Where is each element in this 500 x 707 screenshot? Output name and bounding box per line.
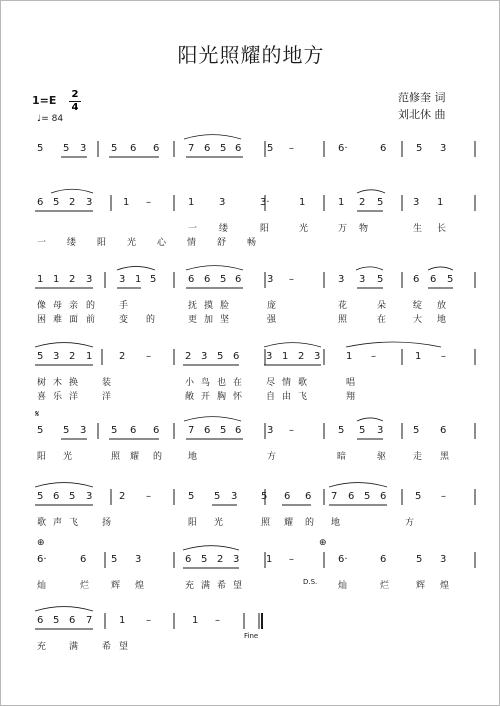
jianpu-note: 6 xyxy=(380,554,387,565)
jianpu-note: 3 xyxy=(201,351,208,362)
tie-slur xyxy=(35,483,93,487)
lyric-char: 畅 xyxy=(247,238,257,248)
tie-slur xyxy=(346,342,441,347)
lyric-char: 的 xyxy=(153,452,163,462)
lyric-char: 洋 xyxy=(102,392,112,402)
tie-slur xyxy=(184,417,241,421)
jianpu-note: 7 xyxy=(188,425,195,436)
jianpu-note: – xyxy=(289,143,294,154)
lyric-char: 黑 xyxy=(440,452,450,462)
lyric-char: 在 xyxy=(377,315,387,325)
lyric-char: 情 xyxy=(282,378,292,388)
jianpu-note: 2 xyxy=(217,554,224,565)
lyric-char: 阳 xyxy=(188,518,198,528)
jianpu-note: – xyxy=(289,554,294,565)
jianpu-note: 5 xyxy=(201,554,208,565)
jianpu-note: 5 xyxy=(37,491,44,502)
jianpu-note: 6· xyxy=(338,554,348,565)
jianpu-note: 5 xyxy=(220,425,227,436)
coda-icon: ⊕ xyxy=(37,538,45,548)
jianpu-note: 1 xyxy=(123,197,130,208)
jianpu-note: 6 xyxy=(37,615,44,626)
jianpu-note: 3 xyxy=(267,274,274,285)
jianpu-note: 6 xyxy=(153,425,160,436)
jianpu-note: 2 xyxy=(359,197,366,208)
jianpu-note: 6 xyxy=(185,554,192,565)
lyric-char: 长 xyxy=(437,224,447,234)
lyric-char: 的 xyxy=(86,301,96,311)
lyric-char: 母 xyxy=(53,301,63,311)
jianpu-note: 2 xyxy=(69,274,76,285)
jianpu-note: 1 xyxy=(282,351,289,362)
lyric-char: 万 xyxy=(338,224,348,234)
jianpu-note: 3 xyxy=(440,143,447,154)
jianpu-note: 6 xyxy=(204,425,211,436)
jianpu-note: 5 xyxy=(416,143,423,154)
jianpu-note: 1 xyxy=(86,351,93,362)
jianpu-note: 6 xyxy=(440,425,447,436)
time-signature-top: 2 xyxy=(71,89,79,100)
ds-mark: D.S. xyxy=(303,578,318,586)
lyric-char: 照 xyxy=(261,518,271,528)
lyric-char: 满 xyxy=(69,642,79,652)
jianpu-note: – xyxy=(146,615,151,626)
lyric-char: 树 xyxy=(37,378,47,388)
page-title: 阳光照耀的地方 xyxy=(177,43,325,67)
jianpu-note: 7 xyxy=(331,491,338,502)
jianpu-note: 5 xyxy=(415,491,422,502)
tie-slur xyxy=(329,483,387,487)
lyric-char: 更 xyxy=(188,315,198,325)
tie-slur xyxy=(356,267,383,270)
lyric-char: 木 xyxy=(53,378,63,388)
jianpu-note: 6 xyxy=(235,143,242,154)
lyric-char: 在 xyxy=(233,378,243,388)
jianpu-note: 1 xyxy=(338,197,345,208)
jianpu-note: 3 xyxy=(231,491,238,502)
lyric-char: 辉 xyxy=(111,581,121,591)
lyric-char: 前 xyxy=(86,315,96,325)
lyric-char: 阳 xyxy=(37,452,47,462)
jianpu-note: 6 xyxy=(233,351,240,362)
lyric-char: 阳 xyxy=(97,238,107,248)
lyric-char: 洋 xyxy=(69,392,79,402)
jianpu-note: 3 xyxy=(267,425,274,436)
jianpu-note: 6 xyxy=(130,425,137,436)
tie-slur xyxy=(186,266,243,270)
jianpu-note: 5 xyxy=(111,143,118,154)
jianpu-note: 5 xyxy=(217,351,224,362)
lyric-char: 花 xyxy=(338,301,348,311)
jianpu-note: 6 xyxy=(413,274,420,285)
lyric-char: 驱 xyxy=(377,452,387,462)
jianpu-note: 6 xyxy=(188,274,195,285)
lyric-char: 灿 xyxy=(338,581,348,591)
lyric-char: 走 xyxy=(413,452,423,462)
lyric-char: 加 xyxy=(204,315,214,325)
lyric-char: 烂 xyxy=(80,581,90,591)
jianpu-note: 6 xyxy=(235,425,242,436)
lyric-char: 翔 xyxy=(346,392,356,402)
lyric-char: 喜 xyxy=(37,392,47,402)
jianpu-note: 6· xyxy=(338,143,348,154)
lyric-char: 耀 xyxy=(284,518,294,528)
lyric-char: 光 xyxy=(299,224,309,234)
lyric-char: 望 xyxy=(119,642,129,652)
lyric-char: 满 xyxy=(201,581,211,591)
lyric-char: 困 xyxy=(37,315,47,325)
jianpu-note: 2 xyxy=(119,491,126,502)
lyric-char: 小 xyxy=(185,378,195,388)
lyric-char: 煌 xyxy=(135,581,145,591)
jianpu-note: 7 xyxy=(86,615,93,626)
lyric-char: 换 xyxy=(69,378,79,388)
jianpu-note: 2 xyxy=(298,351,305,362)
tie-slur xyxy=(428,267,453,270)
jianpu-note: 6 xyxy=(37,197,44,208)
jianpu-note: – xyxy=(289,425,294,436)
jianpu-note: 5 xyxy=(37,351,44,362)
lyric-char: 希 xyxy=(217,581,227,591)
lyric-char: 胸 xyxy=(217,392,227,402)
jianpu-note: 5 xyxy=(150,274,157,285)
fine-mark: Fine xyxy=(244,632,259,640)
jianpu-note: 3 xyxy=(86,274,93,285)
lyric-char: 亲 xyxy=(69,301,79,311)
jianpu-note: 3 xyxy=(338,274,345,285)
lyric-char: 缕 xyxy=(67,238,77,248)
lyric-char: 像 xyxy=(37,301,47,311)
lyric-char: 唱 xyxy=(346,378,356,388)
jianpu-note: 7 xyxy=(188,143,195,154)
tie-slur xyxy=(264,343,321,347)
jianpu-note: 6 xyxy=(380,491,387,502)
lyric-char: 光 xyxy=(63,452,73,462)
jianpu-note: 3 xyxy=(80,425,87,436)
jianpu-note: 1 xyxy=(135,274,142,285)
lyric-char: 物 xyxy=(359,224,369,234)
tie-slur xyxy=(117,266,155,270)
jianpu-note: – xyxy=(441,351,446,362)
jianpu-note: 5 xyxy=(377,274,384,285)
lyric-char: 地 xyxy=(188,452,198,462)
lyric-char: 摸 xyxy=(204,301,214,311)
jianpu-note: 6 xyxy=(204,274,211,285)
jianpu-note: 3 xyxy=(314,351,321,362)
jianpu-note: 6 xyxy=(305,491,312,502)
jianpu-note: 3 xyxy=(266,351,273,362)
lyric-char: 扬 xyxy=(102,518,112,528)
jianpu-note: 3 xyxy=(53,351,60,362)
jianpu-note: – xyxy=(289,274,294,285)
lyric-char: 生 xyxy=(413,224,423,234)
lyric-char: 方 xyxy=(405,518,415,528)
tie-slur xyxy=(184,135,241,139)
jianpu-note: 5 xyxy=(37,425,44,436)
jianpu-note: 3 xyxy=(219,197,226,208)
lyric-char: 自 xyxy=(266,392,276,402)
jianpu-note: 5 xyxy=(111,425,118,436)
lyric-char: 方 xyxy=(267,452,277,462)
jianpu-note: 3 xyxy=(440,554,447,565)
lyric-char: 敞 xyxy=(185,392,195,402)
jianpu-note: 5 xyxy=(53,615,60,626)
tempo-mark: ♩= 84 xyxy=(37,114,64,124)
jianpu-note: 2 xyxy=(119,351,126,362)
jianpu-note: – xyxy=(146,197,151,208)
lyric-char: 地 xyxy=(437,315,447,325)
jianpu-note: 5 xyxy=(69,491,76,502)
jianpu-note: 5 xyxy=(413,425,420,436)
jianpu-note: 6 xyxy=(430,274,437,285)
lyric-char: 飞 xyxy=(69,518,79,528)
jianpu-note: 1 xyxy=(266,554,273,565)
tie-slur xyxy=(183,546,239,550)
jianpu-note: 6 xyxy=(53,491,60,502)
tie-slur xyxy=(35,607,93,611)
jianpu-note: 5 xyxy=(63,143,70,154)
lyric-char: 庞 xyxy=(267,301,277,311)
jianpu-note: – xyxy=(215,615,220,626)
jianpu-note: 3 xyxy=(377,425,384,436)
lyric-char: 照 xyxy=(338,315,348,325)
jianpu-note: 3 xyxy=(413,197,420,208)
jianpu-note: 2 xyxy=(185,351,192,362)
lyric-char: 难 xyxy=(53,315,63,325)
lyric-char: 灿 xyxy=(37,581,47,591)
lyric-char: 乐 xyxy=(53,392,63,402)
lyric-char: 希 xyxy=(102,642,112,652)
lyric-char: 尽 xyxy=(266,378,276,388)
coda-icon: ⊕ xyxy=(319,538,327,548)
jianpu-note: 6 xyxy=(204,143,211,154)
lyric-char: 怀 xyxy=(233,392,243,402)
jianpu-note: 5 xyxy=(338,425,345,436)
lyric-char: 煌 xyxy=(440,581,450,591)
jianpu-note: 5 xyxy=(416,554,423,565)
jianpu-note: – xyxy=(146,491,151,502)
lyric-char: 充 xyxy=(37,642,47,652)
lyric-char: 烂 xyxy=(380,581,390,591)
lyricist-credit: 范修奎 词 xyxy=(398,91,446,104)
lyric-char: 强 xyxy=(267,315,277,325)
lyric-char: 变 xyxy=(119,315,129,325)
tie-slur xyxy=(357,418,383,421)
lyric-char: 一 xyxy=(188,224,198,234)
lyric-char: 耀 xyxy=(130,452,140,462)
jianpu-note: 1 xyxy=(346,351,353,362)
lyric-char: 飞 xyxy=(298,392,308,402)
time-signature-bottom: 4 xyxy=(71,102,79,113)
jianpu-note: 3 xyxy=(80,143,87,154)
lyric-char: 脸 xyxy=(220,301,230,311)
lyric-char: 坚 xyxy=(220,315,230,325)
lyric-char: 朵 xyxy=(377,301,387,311)
lyric-char: 面 xyxy=(69,315,79,325)
jianpu-note: 3· xyxy=(260,197,270,208)
lyric-char: 大 xyxy=(413,315,423,325)
jianpu-note: 6 xyxy=(69,615,76,626)
lyric-char: 放 xyxy=(437,301,447,311)
jianpu-note: 1 xyxy=(37,274,44,285)
jianpu-note: 1 xyxy=(415,351,422,362)
lyric-char: 心 xyxy=(157,238,167,248)
notation-lines xyxy=(1,1,500,707)
jianpu-note: 5 xyxy=(188,491,195,502)
jianpu-note: 1 xyxy=(53,274,60,285)
jianpu-note: 1 xyxy=(299,197,306,208)
jianpu-note: 5 xyxy=(364,491,371,502)
jianpu-note: 3 xyxy=(86,491,93,502)
jianpu-note: 2 xyxy=(69,197,76,208)
lyric-char: 照 xyxy=(111,452,121,462)
lyric-char: 阳 xyxy=(260,224,270,234)
lyric-char: 抚 xyxy=(188,301,198,311)
jianpu-note: 6 xyxy=(130,143,137,154)
lyric-char: 望 xyxy=(233,581,243,591)
jianpu-note: 3 xyxy=(233,554,240,565)
jianpu-note: 5 xyxy=(267,143,274,154)
lyric-char: 鸟 xyxy=(201,378,211,388)
lyric-char: 歌 xyxy=(37,518,47,528)
lyric-char: 辉 xyxy=(416,581,426,591)
jianpu-note: 5 xyxy=(53,197,60,208)
tie-slur xyxy=(35,343,93,347)
jianpu-note: 6· xyxy=(37,554,47,565)
jianpu-note: 6 xyxy=(153,143,160,154)
segno-icon: 𝄋 xyxy=(35,409,40,420)
lyric-char: 开 xyxy=(201,392,211,402)
lyric-char: 缕 xyxy=(219,224,229,234)
jianpu-note: 2 xyxy=(69,351,76,362)
jianpu-note: 5 xyxy=(37,143,44,154)
lyric-char: 一 xyxy=(37,238,47,248)
lyric-char: 歌 xyxy=(298,378,308,388)
tie-slur xyxy=(357,190,385,193)
lyric-char: 声 xyxy=(53,518,63,528)
jianpu-note: 3 xyxy=(119,274,126,285)
composer-credit: 刘北休 曲 xyxy=(398,108,446,121)
jianpu-note: 1 xyxy=(188,197,195,208)
jianpu-note: 5 xyxy=(447,274,454,285)
key-signature: 1=E xyxy=(32,94,57,107)
lyric-char: 充 xyxy=(185,581,195,591)
jianpu-note: 3 xyxy=(135,554,142,565)
lyric-char: 光 xyxy=(127,238,137,248)
jianpu-note: 6 xyxy=(235,274,242,285)
lyric-char: 情 xyxy=(187,238,197,248)
lyric-char: 的 xyxy=(146,315,156,325)
jianpu-note: 5 xyxy=(359,425,366,436)
jianpu-note: – xyxy=(441,491,446,502)
lyric-char: 也 xyxy=(217,378,227,388)
jianpu-note: 1 xyxy=(192,615,199,626)
jianpu-note: 5 xyxy=(111,554,118,565)
jianpu-note: 6 xyxy=(284,491,291,502)
jianpu-note: 5 xyxy=(220,143,227,154)
jianpu-note: 1 xyxy=(437,197,444,208)
jianpu-note: – xyxy=(371,351,376,362)
jianpu-note: 1 xyxy=(119,615,126,626)
jianpu-note: 6 xyxy=(348,491,355,502)
jianpu-note: 6 xyxy=(80,554,87,565)
jianpu-note: 6 xyxy=(380,143,387,154)
lyric-char: 地 xyxy=(331,518,341,528)
lyric-char: 手 xyxy=(119,301,129,311)
jianpu-note: 5 xyxy=(214,491,221,502)
jianpu-note: 5 xyxy=(220,274,227,285)
tie-slur xyxy=(51,189,93,193)
lyric-char: 的 xyxy=(305,518,315,528)
lyric-char: 绽 xyxy=(413,301,423,311)
jianpu-note: 5 xyxy=(63,425,70,436)
lyric-char: 由 xyxy=(282,392,292,402)
jianpu-note: 5 xyxy=(377,197,384,208)
lyric-char: 舒 xyxy=(217,238,227,248)
jianpu-note: 5 xyxy=(261,491,268,502)
jianpu-note: – xyxy=(146,351,151,362)
lyric-char: 装 xyxy=(102,378,112,388)
lyric-char: 暗 xyxy=(337,452,347,462)
lyric-char: 光 xyxy=(214,518,224,528)
jianpu-note: 3 xyxy=(359,274,366,285)
jianpu-note: 3 xyxy=(86,197,93,208)
